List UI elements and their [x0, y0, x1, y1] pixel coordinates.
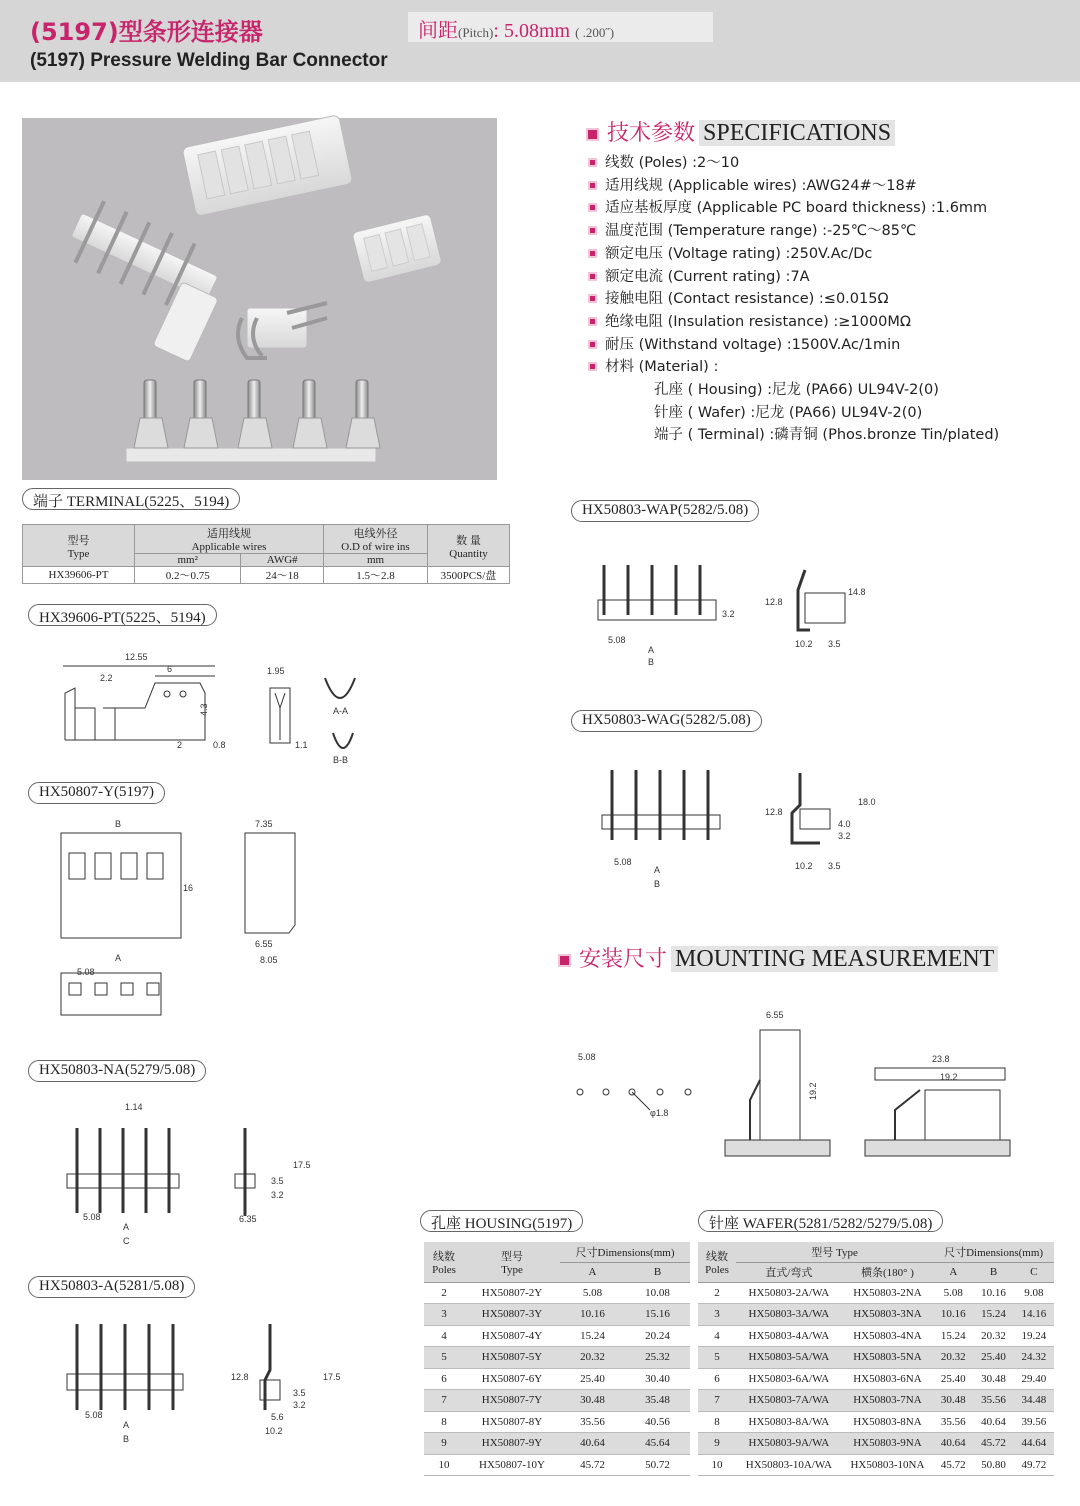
svg-text:5.08: 5.08 [578, 1052, 596, 1062]
svg-text:10.2: 10.2 [795, 639, 813, 649]
pitch-value: 5.08mm [503, 20, 571, 42]
spec-item: 适应基板厚度 (Applicable PC board thickness) :1.6mm [588, 197, 999, 220]
specs-list [588, 152, 999, 447]
specs-heading [586, 116, 895, 147]
a-label: HX50803-A(5281/5.08) [28, 1276, 195, 1298]
table-row: 10 HX50803-10A/WA HX50803-10NA 45.72 50.80 49.72 [698, 1454, 1054, 1476]
svg-text:6: 6 [167, 664, 173, 674]
pitch-box: 间距(Pitch): 5.08mm ( .200˝) [408, 12, 713, 42]
th-od: 电线外径 O.D of wire ins [324, 525, 428, 554]
svg-text:1.1: 1.1 [295, 740, 308, 750]
svg-text:6.35: 6.35 [239, 1214, 257, 1224]
th-mm: mm [324, 554, 428, 567]
pt-label: HX39606-PT(5225、5194) [28, 604, 217, 626]
bullet-icon [588, 340, 597, 349]
svg-text:A: A [123, 1222, 130, 1232]
spec-item: 适用线规 (Applicable wires) :AWG24#～18# [588, 175, 999, 198]
svg-text:3.5: 3.5 [293, 1388, 306, 1398]
housing-drawing [55, 815, 315, 1055]
svg-text:B: B [123, 1434, 130, 1444]
table-row: 2 HX50803-2A/WA HX50803-2NA 5.08 10.16 9.08 [698, 1282, 1054, 1304]
product-photo [22, 118, 497, 480]
svg-text:B-B: B-B [333, 755, 349, 765]
svg-text:12.8: 12.8 [231, 1372, 249, 1382]
table-row: 9 HX50803-9A/WA HX50803-9NA 40.64 45.72 44.64 [698, 1433, 1054, 1455]
bullet-icon [588, 294, 597, 303]
pitch-label: (Pitch) [458, 25, 494, 40]
bullet-icon [588, 158, 597, 167]
table-row: 3 HX50807-3Y 10.16 15.16 [424, 1304, 690, 1326]
svg-text:14.8: 14.8 [848, 587, 866, 597]
svg-text:7.35: 7.35 [255, 819, 273, 829]
svg-text:B: B [115, 819, 122, 829]
pitch-inch: ( .200˝) [575, 25, 615, 40]
specs-title-en: SPECIFICATIONS [699, 120, 895, 146]
bullet-square-icon [558, 954, 571, 967]
th-mm2: mm² [135, 554, 241, 567]
svg-text:A-A: A-A [333, 706, 349, 716]
specs-title-cn: 技术参数 [607, 121, 696, 146]
y-label: HX50807-Y(5197) [28, 782, 165, 804]
mounting-drawing [560, 1000, 1040, 1175]
page-header [0, 0, 1080, 82]
svg-text:5.6: 5.6 [271, 1412, 284, 1422]
svg-text:18.0: 18.0 [858, 797, 876, 807]
svg-text:23.8: 23.8 [932, 1054, 950, 1064]
bullet-square-icon [586, 128, 599, 141]
svg-text:B: B [654, 879, 661, 889]
svg-text:5.08: 5.08 [85, 1410, 103, 1420]
spec-item: 温度范围 (Temperature range) :-25℃～85℃ [588, 220, 999, 243]
wafer-table: 线数 Poles 型号 Type 尺寸Dimensions(mm) 直式/弯式 横条(180° ) A B C 2 HX50803-2A/WA HX50803-2NA 5.08 10.16 9.08 3 HX50803-3A/WA HX50803-3NA 10.16 15.24 14.16 4 HX50803-4A/WA HX50803-4NA 15.24 20.32 19.24 5 HX50803-5A/WA HX50803-5NA 20.32 25.40 24.32 6 HX50803-6A/WA HX50803-6NA 25.40 30.48 29.40 7 HX50803-7A/WA HX50803-7NA 30.48 35.56 34.48 8 HX50803-8A/WA HX50803-8NA 35.56 40.64 39.56 9 HX50803-9A/WA HX50803-9NA 40.64 45.72 44.64 10 HX50803-10A/WA HX50803-10NA 45.72 50.80 49.72 [698, 1242, 1054, 1476]
svg-text:5.08: 5.08 [77, 967, 95, 977]
material-item: 端子 ( Terminal) :磷青铜 (Phos.bronze Tin/plated) [654, 427, 1000, 444]
svg-text:1.95: 1.95 [267, 666, 285, 676]
svg-text:3.5: 3.5 [828, 861, 841, 871]
table-row: 6 HX50803-6A/WA HX50803-6NA 25.40 30.48 29.40 [698, 1368, 1054, 1390]
th-type: 型号 Type [23, 525, 135, 567]
bullet-icon [588, 181, 597, 190]
mounting-title-en: MOUNTING MEASUREMENT [671, 946, 998, 972]
svg-text:3.2: 3.2 [838, 831, 851, 841]
spec-item: 额定电流 (Current rating) :7A [588, 266, 999, 289]
material-item: 孔座 ( Housing) :尼龙 (PA66) UL94V-2(0) [654, 382, 939, 399]
svg-text:B: B [648, 657, 655, 667]
wafer-label: 针座 WAFER(5281/5282/5279/5.08) [698, 1210, 943, 1232]
bullet-icon [588, 203, 597, 212]
wag-drawing [590, 765, 880, 895]
table-row: 6 HX50807-6Y 25.40 30.40 [424, 1368, 690, 1390]
bullet-icon [588, 272, 597, 281]
svg-text:16: 16 [183, 883, 194, 893]
th-qty: 数 量 Quantity [428, 525, 510, 567]
bullet-icon [588, 249, 597, 258]
th-wires: 适用线规 Applicable wires [135, 525, 324, 554]
svg-text:φ1.8: φ1.8 [650, 1108, 669, 1118]
svg-text:12.8: 12.8 [765, 807, 783, 817]
terminal-label: 端子 TERMINAL(5225、5194) [22, 488, 240, 510]
na-label: HX50803-NA(5279/5.08) [28, 1060, 206, 1082]
svg-text:12.55: 12.55 [125, 652, 148, 662]
svg-text:10.2: 10.2 [265, 1426, 283, 1436]
table-row: 10 HX50807-10Y 45.72 50.72 [424, 1454, 690, 1476]
table-row: 4 HX50807-4Y 15.24 20.24 [424, 1325, 690, 1347]
svg-text:10.2: 10.2 [795, 861, 813, 871]
wag-label: HX50803-WAG(5282/5.08) [571, 710, 762, 732]
spec-item: 绝缘电阻 (Insulation resistance) :≥1000MΩ [588, 311, 999, 334]
svg-text:0.8: 0.8 [213, 740, 226, 750]
mounting-heading [558, 942, 998, 973]
spec-item: 额定电压 (Voltage rating) :250V.Ac/Dc [588, 243, 999, 266]
svg-text:A: A [123, 1420, 130, 1430]
bullet-icon [588, 226, 597, 235]
table-row: 8 HX50803-8A/WA HX50803-8NA 35.56 40.64 39.56 [698, 1411, 1054, 1433]
svg-text:17.5: 17.5 [293, 1160, 311, 1170]
bullet-icon [588, 362, 597, 371]
spec-item: 线数 (Poles) :2～10 [588, 152, 999, 175]
table-row: 4 HX50803-4A/WA HX50803-4NA 15.24 20.32 19.24 [698, 1325, 1054, 1347]
table-row: 7 HX50807-7Y 30.48 35.48 [424, 1390, 690, 1412]
svg-text:6.55: 6.55 [255, 939, 273, 949]
svg-text:A: A [115, 953, 122, 963]
svg-text:3.5: 3.5 [828, 639, 841, 649]
material-item: 针座 ( Wafer) :尼龙 (PA66) UL94V-2(0) [654, 404, 923, 421]
mounting-title-cn: 安装尺寸 [579, 947, 668, 972]
svg-text:3.2: 3.2 [722, 609, 735, 619]
terminal-drawing [55, 648, 375, 768]
svg-text:8.05: 8.05 [260, 955, 278, 965]
table-row: HX39606-PT 0.2～0.75 24～18 1.5～2.8 3500PCS/盘 [23, 567, 510, 584]
svg-text:6.55: 6.55 [766, 1010, 784, 1020]
svg-text:C: C [123, 1236, 130, 1246]
table-row: 7 HX50803-7A/WA HX50803-7NA 30.48 35.56 34.48 [698, 1390, 1054, 1412]
svg-text:A: A [648, 645, 655, 655]
svg-text:5.08: 5.08 [608, 635, 626, 645]
th-awg: AWG# [241, 554, 324, 567]
svg-text:5.08: 5.08 [614, 857, 632, 867]
spec-item: 接触电阻 (Contact resistance) :≤0.015Ω [588, 288, 999, 311]
table-row: 2 HX50807-2Y 5.08 10.08 [424, 1282, 690, 1304]
svg-text:A: A [654, 865, 661, 875]
table-row: 5 HX50807-5Y 20.32 25.32 [424, 1347, 690, 1369]
table-row: 5 HX50803-5A/WA HX50803-5NA 20.32 25.40 24.32 [698, 1347, 1054, 1369]
svg-text:17.5: 17.5 [323, 1372, 341, 1382]
svg-text:5.08: 5.08 [83, 1212, 101, 1222]
svg-text:3.5: 3.5 [271, 1176, 284, 1186]
svg-text:3.2: 3.2 [271, 1190, 284, 1200]
svg-text:3.2: 3.2 [293, 1400, 306, 1410]
svg-text:2.2: 2.2 [100, 673, 113, 683]
svg-text:19.2: 19.2 [808, 1082, 818, 1100]
title-cn: (5197)型条形连接器 [30, 18, 263, 46]
table-row: 3 HX50803-3A/WA HX50803-3NA 10.16 15.24 14.16 [698, 1304, 1054, 1326]
table-row: 8 HX50807-8Y 35.56 40.56 [424, 1411, 690, 1433]
housing-label: 孔座 HOUSING(5197) [420, 1210, 583, 1232]
title-en: (5197) Pressure Welding Bar Connector [30, 50, 388, 71]
wap-label: HX50803-WAP(5282/5.08) [571, 500, 759, 522]
spec-item: 材料 (Material) : [588, 356, 999, 379]
terminal-table [22, 524, 510, 584]
svg-text:1.14: 1.14 [125, 1102, 143, 1112]
bullet-icon [588, 317, 597, 326]
a-drawing [55, 1320, 341, 1450]
housing-table: 线数 Poles 型号 Type 尺寸Dimensions(mm) A B 2 HX50807-2Y 5.08 10.08 3 HX50807-3Y 10.16 15.16 4 HX50807-4Y 15.24 20.24 5 HX50807-5Y 20.32 25.32 6 HX50807-6Y 25.40 30.40 7 HX50807-7Y 30.48 35.48 8 HX50807-8Y 35.56 40.56 9 HX50807-9Y 40.64 45.64 10 HX50807-10Y 45.72 50.72 [424, 1242, 690, 1476]
na-drawing [55, 1098, 315, 1248]
wap-drawing [590, 555, 880, 675]
svg-text:19.2: 19.2 [940, 1072, 958, 1082]
svg-text:4.0: 4.0 [838, 819, 851, 829]
spec-item: 耐压 (Withstand voltage) :1500V.Ac/1min [588, 334, 999, 357]
table-row: 9 HX50807-9Y 40.64 45.64 [424, 1433, 690, 1455]
svg-text:2: 2 [177, 740, 183, 750]
pitch-cn: 间距 [418, 20, 458, 42]
svg-text:4.3: 4.3 [199, 703, 209, 716]
svg-text:12.8: 12.8 [765, 597, 783, 607]
